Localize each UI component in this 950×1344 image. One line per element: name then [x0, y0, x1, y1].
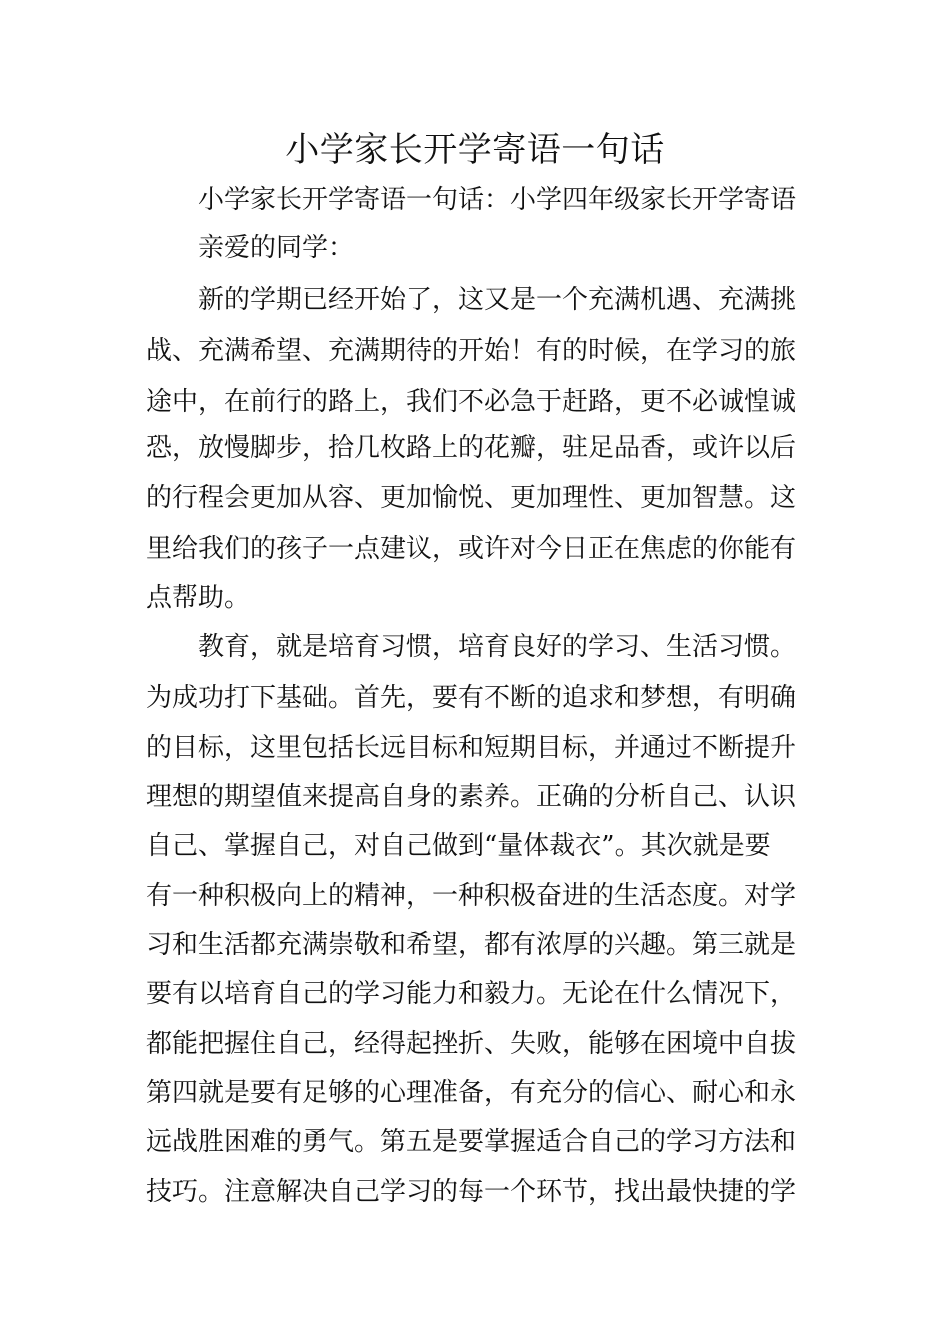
- body-line: 自己、掌握自己，对自己做到“量体裁衣”。其次就是要: [146, 831, 771, 861]
- body-line: 技巧。注意解决自己学习的每一个环节，找出最快捷的学: [146, 1177, 797, 1207]
- body-line: 的目标，这里包括长远目标和短期目标，并通过不断提升: [146, 733, 797, 763]
- body-line: 理想的期望值来提高自身的素养。正确的分析自己、认识: [146, 782, 797, 812]
- body-line: 都能把握住自己，经得起挫折、失败，能够在困境中自拔: [146, 1029, 797, 1059]
- body-line: 的行程会更加从容、更加愉悦、更加理性、更加智慧。这: [146, 483, 797, 513]
- body-line: 新的学期已经开始了，这又是一个充满机遇、充满挑: [198, 285, 797, 315]
- body-line: 点帮助。: [146, 583, 251, 613]
- salutation-line: 亲爱的同学：: [198, 233, 355, 263]
- document-title: 小学家长开学寄语一句话: [285, 130, 665, 170]
- body-line: 习和生活都充满崇敬和希望，都有浓厚的兴趣。第三就是: [146, 930, 797, 960]
- body-line: 第四就是要有足够的心理准备，有充分的信心、耐心和永: [146, 1078, 797, 1108]
- body-line: 教育，就是培育习惯，培育良好的学习、生活习惯。: [198, 632, 797, 662]
- body-line: 恐，放慢脚步，拾几枚路上的花瓣，驻足品香，或许以后: [146, 433, 797, 463]
- body-line: 为成功打下基础。首先，要有不断的追求和梦想，有明确: [146, 683, 797, 713]
- body-line: 要有以培育自己的学习能力和毅力。无论在什么情况下，: [146, 979, 797, 1009]
- body-line: 远战胜困难的勇气。第五是要掌握适合自己的学习方法和: [146, 1127, 797, 1157]
- subtitle-line: 小学家长开学寄语一句话：小学四年级家长开学寄语: [198, 185, 797, 215]
- body-line: 里给我们的孩子一点建议，或许对今日正在焦虑的你能有: [146, 534, 797, 564]
- body-line: 战、充满希望、充满期待的开始！有的时候，在学习的旅: [146, 336, 797, 366]
- body-line: 途中，在前行的路上，我们不必急于赶路，更不必诚惶诚: [146, 387, 797, 417]
- body-line: 有一种积极向上的精神，一种积极奋进的生活态度。对学: [146, 881, 797, 911]
